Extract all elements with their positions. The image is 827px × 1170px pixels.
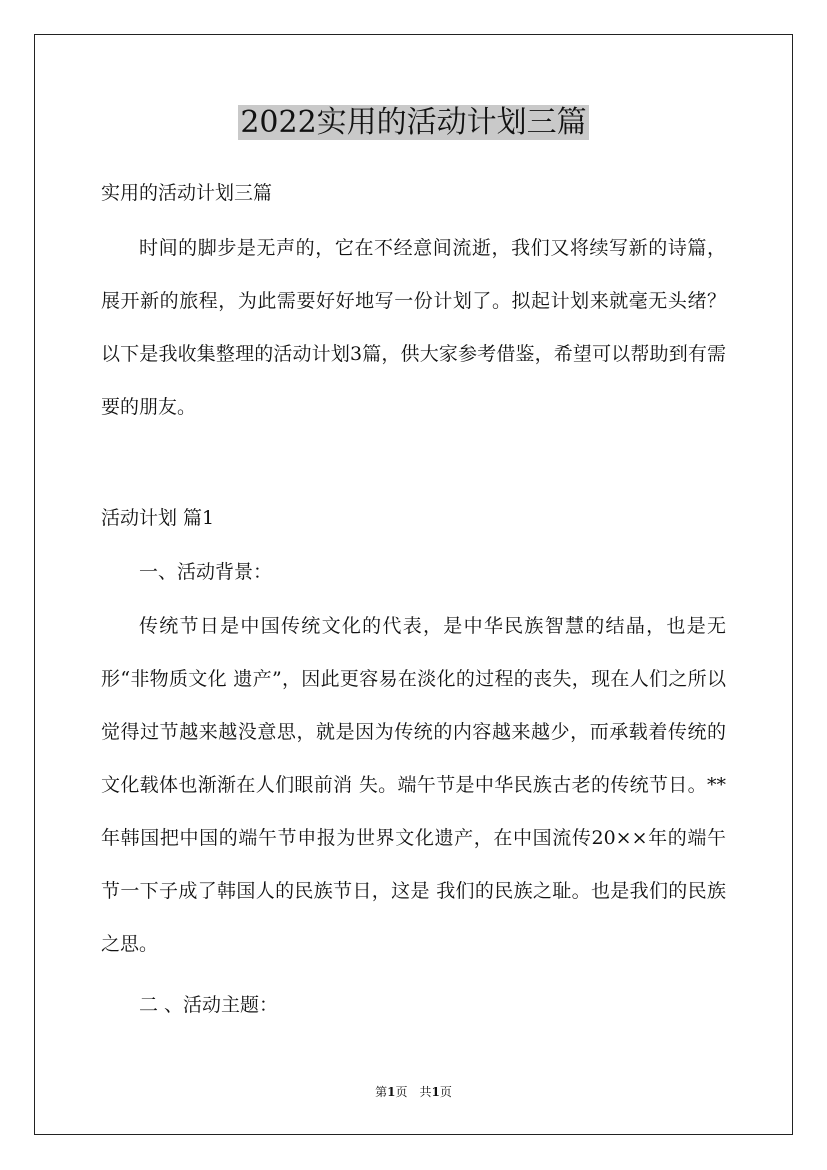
footer-suffix: 页 bbox=[439, 1085, 452, 1099]
document-subtitle: 实用的活动计划三篇 bbox=[101, 182, 273, 204]
heading-background: 一、活动背景： bbox=[139, 561, 273, 583]
background-paragraph: 传统节日是中国传统文化的代表，是中华民族智慧的结晶，也是无形“非物质文化 遗产”，因此更容易在淡化的过程的丧失，现在人们之所以觉得过节越来越没意思，就是因为传统的内容越来越少，而承载着传统的文化载体也渐渐在人们眼前消 失。端午节是中华民族古老的传统节日。**年韩国把中国的端午节申报为世界文化遗产，在中国流传20××年的端午节一下子成了韩国人的民族节日，这是 我们的民族之耻。也是我们的民族之思。 bbox=[101, 615, 726, 955]
document-title bbox=[0, 101, 827, 145]
document-title-text: 2022实用的活动计划三篇 bbox=[240, 105, 587, 140]
page-footer bbox=[0, 1083, 827, 1101]
footer-prefix: 第 bbox=[375, 1085, 388, 1099]
footer-page-total: 1 bbox=[431, 1085, 440, 1099]
section-heading: 活动计划 篇1 bbox=[101, 507, 215, 529]
footer-page-number: 1 bbox=[387, 1085, 396, 1099]
intro-paragraph: 时间的脚步是无声的，它在不经意间流逝，我们又将续写新的诗篇，展开新的旅程，为此需要好好地写一份计划了。拟起计划来就毫无头绪？以下是我收集整理的活动计划3篇，供大家参考借鉴，希望可以帮助到有需要的朋友。 bbox=[101, 237, 726, 418]
footer-mid: 页 共 bbox=[395, 1085, 432, 1099]
heading-theme: 二 、活动主题： bbox=[139, 994, 279, 1016]
